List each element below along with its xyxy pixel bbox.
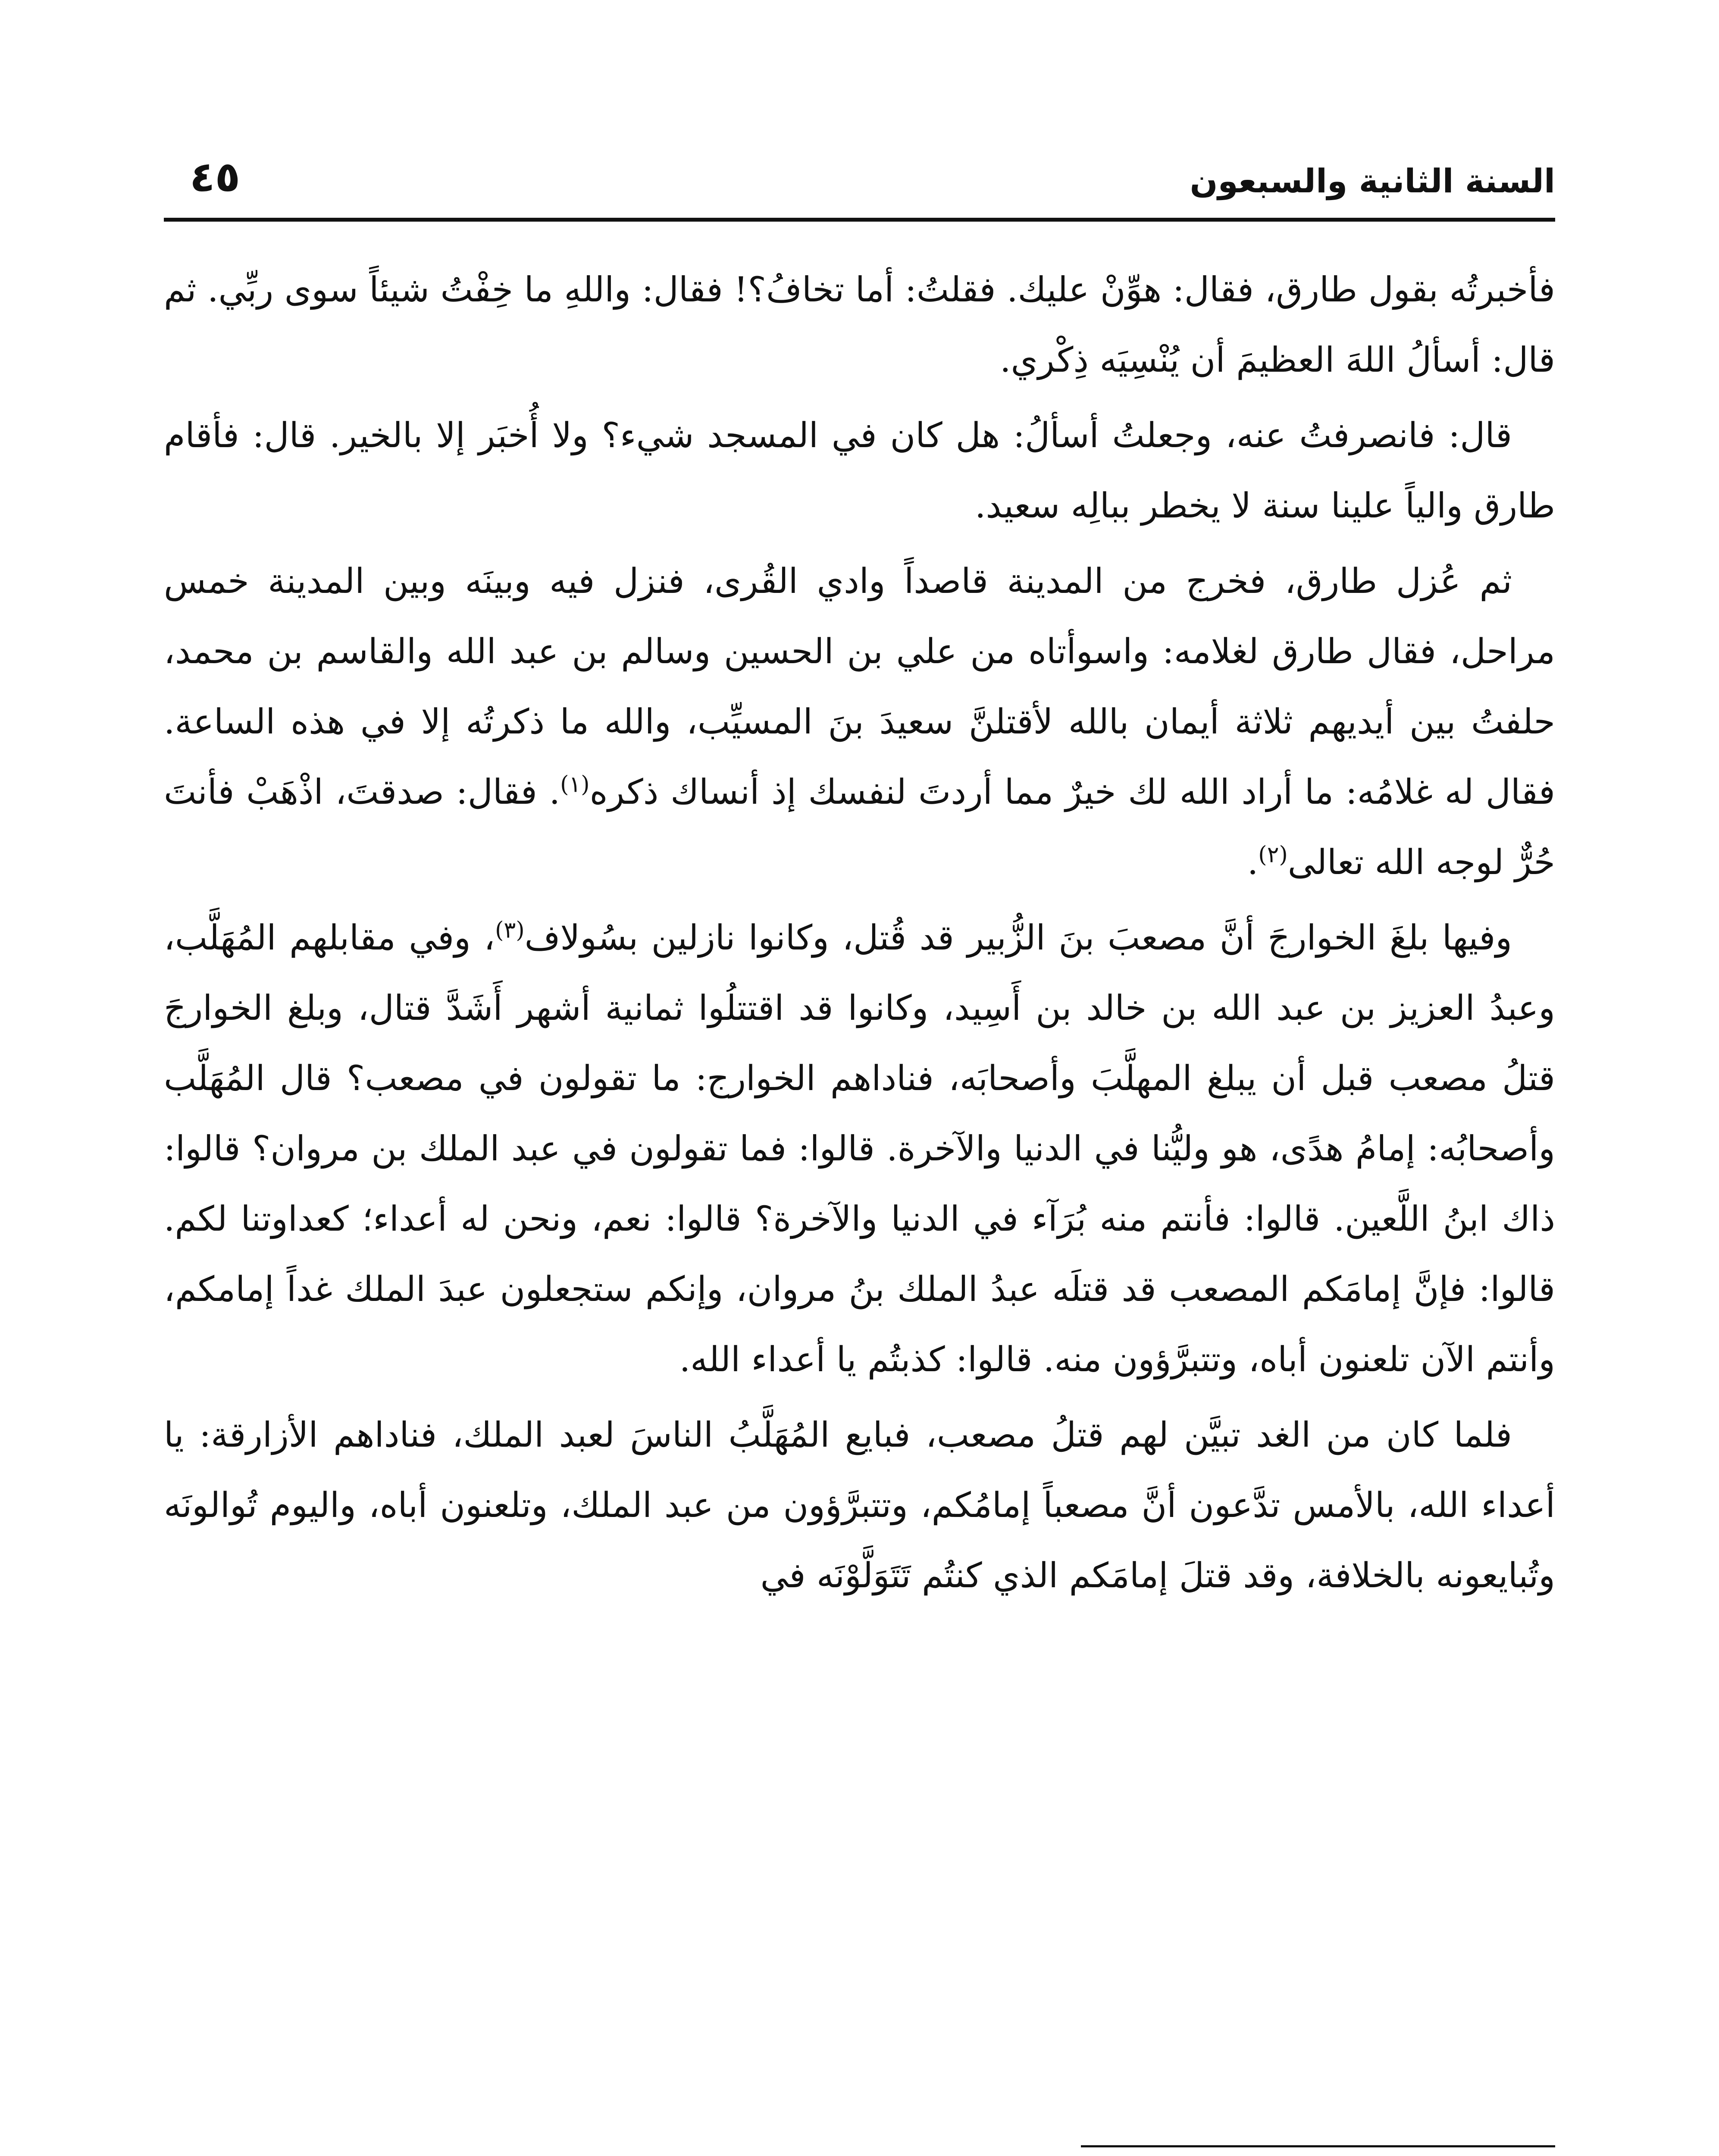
page-number: ٤٥ bbox=[190, 153, 241, 201]
paragraph-5: فلما كان من الغد تبيَّن لهم قتلُ مصعب، فبايع المُهَلَّبُ الناسَ لعبد الملك، فناداهم الأزارقة: يا أعداء الله، بالأمس تدَّعون أنَّ مصعباً إمامُكم، وتتبرَّؤون من عبد الملك، وتلعنون أباه، واليوم تُوالونَه وتُبايعونه بالخلافة، وقد قتلَ إمامَكم الذي كنتُم تَتَوَلَّوْنَه في bbox=[164, 1415, 1555, 1595]
main-text bbox=[164, 254, 1555, 1616]
paragraph-3-text-b: . فقال: صدقتَ، اذْهَبْ فأنتَ حُرٌّ لوجه الله تعالى bbox=[164, 772, 1555, 882]
header-rule bbox=[164, 218, 1555, 222]
footnote-rule bbox=[1081, 2145, 1555, 2147]
paragraph-1: فأخبرتُه بقول طارق، فقال: هوِّنْ عليك. فقلتُ: أما تخافُ؟! فقال: واللهِ ما خِفْتُ شيئاً سوى ربِّي. ثم قال: أسألُ اللهَ العظيمَ أن يُنْسِيَه ذِكْري. bbox=[164, 270, 1555, 380]
footnote-ref-2: (٢) bbox=[1258, 842, 1288, 868]
paragraph-2: قال: فانصرفتُ عنه، وجعلتُ أسألُ: هل كان في المسجد شيء؟ ولا أُخبَر إلا بالخير. قال: فأقام طارق والياً علينا سنة لا يخطر ببالِه سعيد. bbox=[164, 415, 1555, 526]
paragraph-3 bbox=[164, 546, 1555, 897]
running-title: السنة الثانية والسبعون bbox=[1190, 162, 1555, 200]
page-header bbox=[164, 142, 1555, 207]
paragraph-4-text-a: وفيها بلغَ الخوارجَ أنَّ مصعبَ بنَ الزُّبير قد قُتل، وكانوا نازلين بسُولاف bbox=[524, 918, 1512, 958]
footnote-ref-1: (١) bbox=[560, 771, 590, 798]
paragraph-4-text-b: ، وفي مقابلهم المُهَلَّب، وعبدُ العزيز بن عبد الله بن خالد بن أَسِيد، وكانوا قد اقتتلُوا ثمانية أشهر أَشَدَّ قتال، وبلغ الخوارجَ قتلُ مصعب قبل أن يبلغ المهلَّبَ وأصحابَه، فناداهم الخوارج: ما تقولون في مصعب؟ قال المُهَلَّب وأصحابُه: إمامُ هدًى، هو وليُّنا في الدنيا والآخرة. قالوا: فما تقولون في عبد الملك بن مروان؟ قالوا: ذاك ابنُ اللَّعين. قالوا: فأنتم منه بُرَآء في الدنيا والآخرة؟ قالوا: نعم، ونحن له أعداء؛ كعداوتنا لكم. قالوا: فإنَّ إمامَكم المصعب قد قتلَه عبدُ الملك بنُ مروان، وإنكم ستجعلون عبدَ الملك غداً إمامكم، وأنتم الآن تلعنون أباه، وتتبرَّؤون منه. قالوا: كذبتُم يا أعداء الله. bbox=[164, 918, 1556, 1379]
footnote-ref-3: (٣) bbox=[495, 917, 525, 943]
paragraph-3-text-a: ثم عُزل طارق، فخرج من المدينة قاصداً وادي القُرى، فنزل فيه وبينَه وبين المدينة خمس مراحل، فقال طارق لغلامه: واسوأتاه من علي بن الحسين وسالم بن عبد الله والقاسم بن محمد، حلفتُ بين أيديهم ثلاثة أيمان بالله لأقتلنَّ سعيدَ بنَ المسيِّب، والله ما ذكرتُه إلا في هذه الساعة. فقال له غلامُه: ما أراد الله لك خيرٌ مما أردتَ لنفسك إذ أنساك ذكره bbox=[164, 561, 1556, 812]
paragraph-3-text-c: . bbox=[1247, 842, 1259, 882]
paragraph-4 bbox=[164, 903, 1555, 1395]
